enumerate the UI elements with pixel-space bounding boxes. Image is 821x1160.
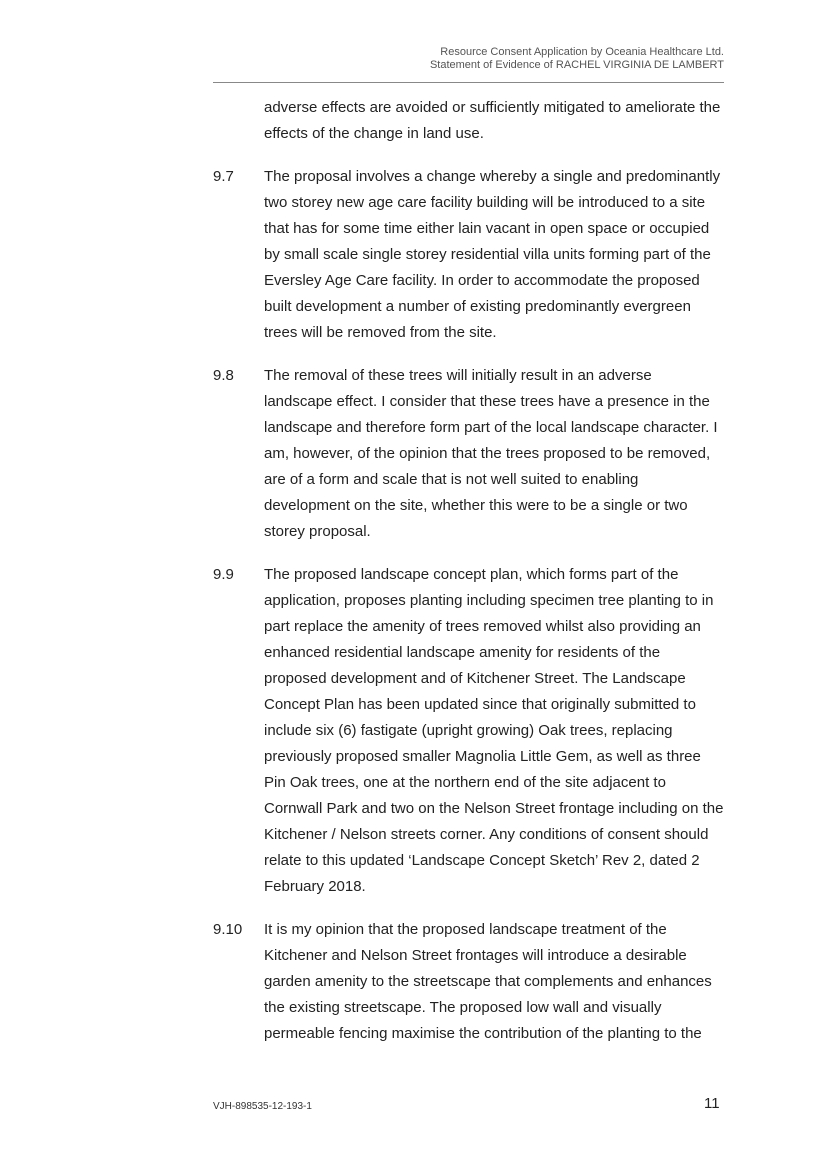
paragraph-9-9 (213, 562, 724, 900)
paragraph-number: 9.10 (213, 921, 243, 938)
paragraph-text: The proposal involves a change whereby a single and predominantly two storey new age care facility building will be introduced to a site that has for some time either lain vacant in open space or occupied by small scale single storey residential villa units forming part of the Eversley Age Care facility. In order to accommodate the proposed built development a number of existing predominantly evergreen trees will be removed from the site. (264, 168, 721, 341)
page-number: 11 (704, 1095, 720, 1112)
paragraph-text: It is my opinion that the proposed landscape treatment of the Kitchener and Nelson Street frontages will introduce a desirable garden amenity to the streetscape that complements and enhances the existing streetscape. The proposed low wall and visually permeable fencing maximise the contribution of the planting to the (264, 921, 712, 1042)
document-reference: VJH-898535-12-193-1 (213, 1101, 312, 1112)
paragraph-text: The removal of these trees will initially result in an adverse landscape effect. I consider that these trees have a presence in the landscape and therefore form part of the local landscape character. I am, however, of the opinion that the trees proposed to be removed, are of a form and scale that is not well suited to enabling development on the site, whether this were to be a single or two storey proposal. (264, 367, 718, 540)
header-line-2: Statement of Evidence of RACHEL VIRGINIA DE LAMBERT (429, 59, 724, 71)
paragraph-number: 9.8 (213, 367, 234, 384)
paragraph-9-10 (213, 917, 724, 1047)
paragraph-9-7 (213, 164, 724, 346)
page-header (213, 46, 724, 72)
document-body (213, 95, 724, 1047)
header-line-1: Resource Consent Application by Oceania Healthcare Ltd. (440, 46, 724, 58)
header-divider (213, 82, 724, 83)
paragraph-number: 9.7 (213, 168, 234, 185)
paragraph-number: 9.9 (213, 566, 234, 583)
continuation-text: adverse effects are avoided or sufficiently mitigated to ameliorate the effects of the change in land use. (264, 99, 721, 142)
paragraph-9-8 (213, 363, 724, 545)
paragraph-text: The proposed landscape concept plan, which forms part of the application, proposes planting including specimen tree planting to in part replace the amenity of trees removed whilst also providing an enhanced residential landscape amenity for residents of the proposed development and of Kitchener Street. The Landscape Concept Plan has been updated since that originally submitted to include six (6) fastigate (upright growing) Oak trees, replacing previously proposed smaller Magnolia Little Gem, as well as three Pin Oak trees, one at the northern end of the site adjacent to Cornwall Park and two on the Nelson Street frontage including on the Kitchener / Nelson streets corner. Any conditions of consent should relate to this updated ‘Landscape Concept Sketch’ Rev 2, dated 2 February 2018. (264, 566, 724, 895)
